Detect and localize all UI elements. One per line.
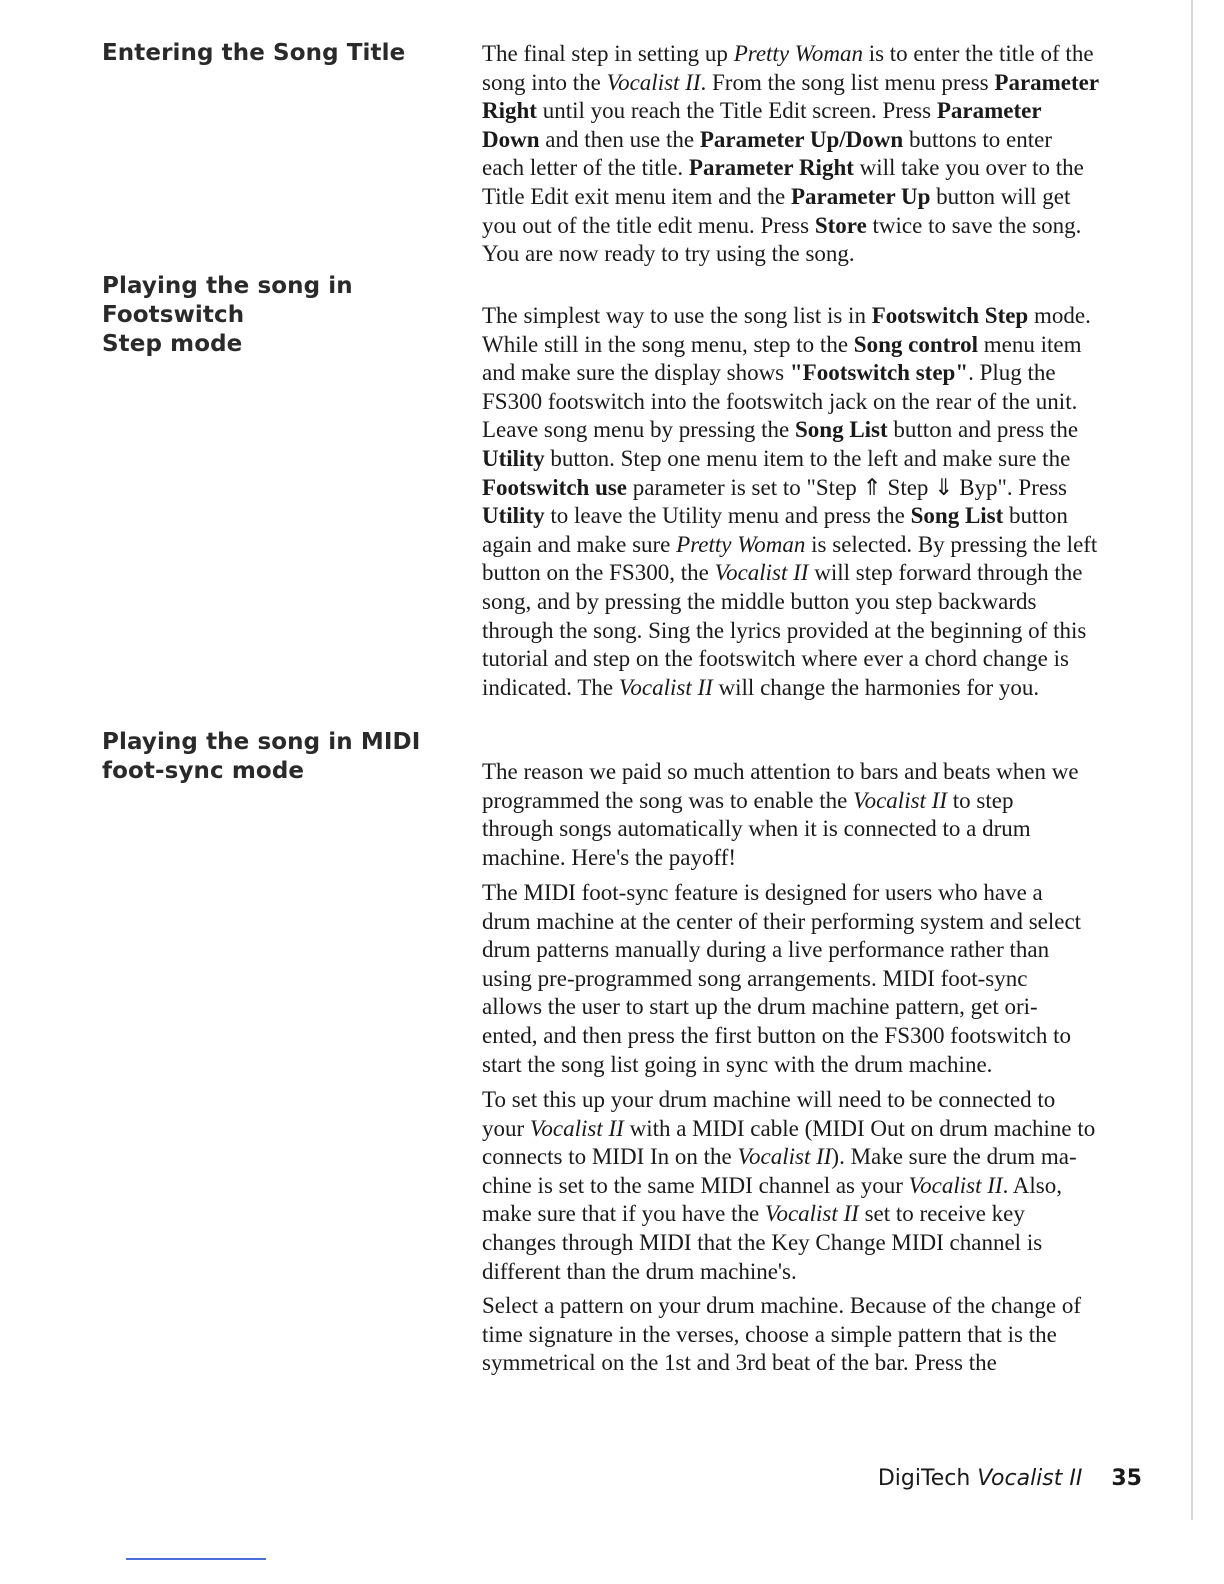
text-line [482, 531, 1142, 560]
text-run: song, and by pressing the middle button you step backwards [482, 588, 1037, 614]
page-footer [760, 1466, 1142, 1491]
bold-term: "Footswitch step" [789, 360, 969, 386]
bold-term: Right [482, 98, 537, 124]
text-run: drum machine at the center of their performing system and select [482, 908, 1082, 934]
text-run: The final step in setting up [482, 41, 734, 66]
text-run: button on the FS300, the [482, 560, 715, 586]
heading-line: Step mode [102, 331, 243, 357]
bold-term: Utility [482, 503, 545, 529]
italic-term: Pretty Woman [676, 531, 806, 557]
paragraph-footswitch-step [482, 302, 1142, 702]
text-run: time signature in the verses, choose a simple pattern that is the [482, 1321, 1057, 1347]
text-line [482, 787, 1142, 816]
text-line [482, 331, 1142, 360]
text-line [482, 936, 1142, 965]
text-run: To set this up your drum machine will need to be connected to [482, 1087, 1056, 1112]
paragraph-midi-setup [482, 1086, 1142, 1286]
text-line [482, 758, 1142, 787]
text-run: drum patterns manually during a live performance rather than [482, 937, 1050, 963]
text-line [482, 993, 1142, 1022]
text-run: Leave song menu by pressing the [482, 417, 795, 443]
text-run: through the song. Sing the lyrics provided at the beginning of this [482, 617, 1087, 643]
text-line [482, 183, 1142, 212]
paragraph-song-title [482, 40, 1142, 269]
text-line [482, 1321, 1142, 1350]
text-run: programmed the song was to enable the [482, 787, 854, 813]
text-run: using pre-programmed song arrangements. MIDI foot-sync [482, 965, 1028, 991]
text-line [482, 645, 1142, 674]
text-run: is selected. By pressing the left [805, 531, 1098, 557]
text-run: to step [947, 787, 1014, 813]
text-line [482, 617, 1142, 646]
text-run: changes through MIDI that the Key Change MIDI channel is [482, 1229, 1043, 1255]
italic-term: Vocalist II [606, 69, 701, 95]
text-run: until you reach the Title Edit screen. Press [536, 98, 937, 124]
text-line [482, 1051, 1142, 1080]
text-line [482, 69, 1142, 98]
text-run: The MIDI foot-sync feature is designed for users who have a [482, 880, 1043, 905]
text-run: While still in the song menu, step to the [482, 331, 854, 357]
text-run: . From the song list menu press [700, 69, 995, 95]
italic-term: Vocalist II [529, 1115, 624, 1141]
bold-term: Song List [794, 417, 888, 443]
italic-term: Vocalist II [853, 787, 947, 813]
bold-term: Store [814, 212, 867, 238]
text-run: make sure that if you have the [482, 1201, 765, 1227]
text-run: Select a pattern on your drum machine. Because of the change of [482, 1293, 1082, 1318]
text-line [482, 40, 1142, 69]
text-line [482, 1229, 1142, 1258]
text-run: chine is set to the same MIDI channel as your [482, 1172, 909, 1198]
bold-term: Song control [853, 331, 978, 357]
footer-brand: DigiTech [877, 1466, 971, 1491]
text-run: buttons to enter [903, 126, 1053, 152]
italic-term: Pretty Woman [733, 41, 863, 66]
text-line [482, 1086, 1142, 1115]
text-run: menu item [977, 331, 1082, 357]
text-line [482, 502, 1142, 531]
text-run: The simplest way to use the song list is in [482, 303, 872, 328]
text-run: ented, and then press the first button on the FS300 footswitch to [482, 1022, 1071, 1048]
text-line [482, 1292, 1142, 1321]
text-run: indicated. The [482, 674, 619, 700]
text-run: through songs automatically when it is connected to a drum [482, 816, 1031, 842]
text-run: button and press the [887, 417, 1079, 443]
bold-term: Parameter Up/Down [699, 126, 904, 152]
paragraph-select-pattern [482, 1292, 1142, 1378]
italic-term: Vocalist II [908, 1172, 1003, 1198]
text-run: and then use the [539, 126, 700, 152]
paragraph-bars-and-beats [482, 758, 1142, 872]
text-run: FS300 footswitch into the footswitch jack on the rear of the unit. [482, 388, 1078, 414]
footer-product-suffix: II [1069, 1466, 1083, 1491]
text-line [482, 474, 1142, 503]
text-line [482, 908, 1142, 937]
heading-line: Playing the song in Footswitch [102, 273, 353, 328]
text-run: twice to save the song. [866, 212, 1082, 238]
text-run: button. Step one menu item to the left and make sure the [544, 445, 1071, 471]
text-line [482, 302, 1142, 331]
text-run: will step forward through the [808, 560, 1083, 586]
text-line [482, 240, 1142, 269]
text-line [482, 559, 1142, 588]
text-run: Title Edit exit menu item and the [482, 183, 791, 209]
text-run: each letter of the title. [482, 155, 689, 181]
text-run: you out of the title edit menu. Press [482, 212, 815, 238]
text-run: machine. Here's the payoff! [482, 844, 737, 870]
bold-term: Song List [910, 503, 1004, 529]
text-run: mode. [1028, 303, 1091, 328]
text-line [482, 879, 1142, 908]
italic-term: Vocalist II [764, 1201, 859, 1227]
text-line [482, 1172, 1142, 1201]
bottom-blue-line [126, 1558, 266, 1560]
text-line [482, 815, 1142, 844]
text-run: to leave the Utility menu and press the [544, 503, 911, 529]
bold-term: Parameter Up [790, 183, 931, 209]
text-run: start the song list going in sync with the drum machine. [482, 1051, 993, 1077]
text-run: The reason we paid so much attention to bars and beats when we [482, 759, 1079, 784]
text-line [482, 212, 1142, 241]
text-line [482, 1022, 1142, 1051]
text-line [482, 674, 1142, 703]
text-line [482, 416, 1142, 445]
italic-term: Vocalist II [714, 560, 809, 586]
text-line [482, 126, 1142, 155]
text-line [482, 445, 1142, 474]
text-line [482, 1258, 1142, 1287]
text-line [482, 965, 1142, 994]
bold-term: Parameter [936, 98, 1042, 124]
text-line [482, 844, 1142, 873]
text-line [482, 1143, 1142, 1172]
text-run: and make sure the display shows [482, 360, 790, 386]
text-run: again and make sure [482, 531, 677, 557]
text-run: song into the [482, 69, 607, 95]
italic-term: Vocalist II [737, 1144, 832, 1170]
bold-term: Utility [482, 445, 545, 471]
paragraph-midi-foot-sync-feature [482, 879, 1142, 1079]
text-run: is to enter the title of the [862, 41, 1094, 66]
text-run: parameter is set to "Step ⇑ Step ⇓ Byp". Press [627, 474, 1067, 500]
text-run: allows the user to start up the drum machine pattern, get ori- [482, 994, 1038, 1020]
bold-term: Down [482, 126, 540, 152]
text-run: . Plug the [968, 360, 1056, 386]
text-run: You are now ready to try using the song. [482, 241, 855, 267]
footer-product: Vocalist [977, 1466, 1063, 1491]
text-line [482, 588, 1142, 617]
text-line [482, 388, 1142, 417]
text-line [482, 154, 1142, 183]
page-number: 35 [1111, 1466, 1142, 1491]
text-run: different than the drum machine's. [482, 1258, 797, 1284]
text-line [482, 1349, 1142, 1378]
bold-term: Parameter [994, 69, 1100, 95]
text-run: will change the harmonies for you. [712, 674, 1040, 700]
page-edge-rule [1191, 0, 1193, 1520]
text-line [482, 359, 1142, 388]
bold-term: Footswitch Step [871, 303, 1029, 328]
heading-line: Playing the song in MIDI [102, 729, 421, 755]
text-run: . Also, [1002, 1172, 1063, 1198]
heading-footswitch-step-mode [102, 272, 462, 359]
text-line [482, 1115, 1142, 1144]
bold-term: Footswitch use [482, 474, 628, 500]
text-run: with a MIDI cable (MIDI Out on drum machine to [623, 1115, 1096, 1141]
text-run: ). Make sure the drum ma- [831, 1144, 1077, 1170]
text-run: button will get [930, 183, 1071, 209]
heading-entering-song-title: Entering the Song Title [102, 40, 406, 66]
heading-midi-foot-sync-mode [102, 728, 462, 786]
text-run: will take you over to the [853, 155, 1084, 181]
heading-line: foot-sync mode [102, 758, 305, 784]
text-run: set to receive key [858, 1201, 1025, 1227]
text-run: connects to MIDI In on the [482, 1144, 738, 1170]
text-run: button [1003, 503, 1068, 529]
bold-term: Parameter Right [688, 155, 854, 181]
italic-term: Vocalist II [618, 674, 713, 700]
text-run: tutorial and step on the footswitch where ever a chord change is [482, 646, 1069, 672]
text-line [482, 1200, 1142, 1229]
text-line [482, 97, 1142, 126]
text-run: symmetrical on the 1st and 3rd beat of the bar. Press the [482, 1350, 997, 1376]
text-run: your [482, 1115, 530, 1141]
